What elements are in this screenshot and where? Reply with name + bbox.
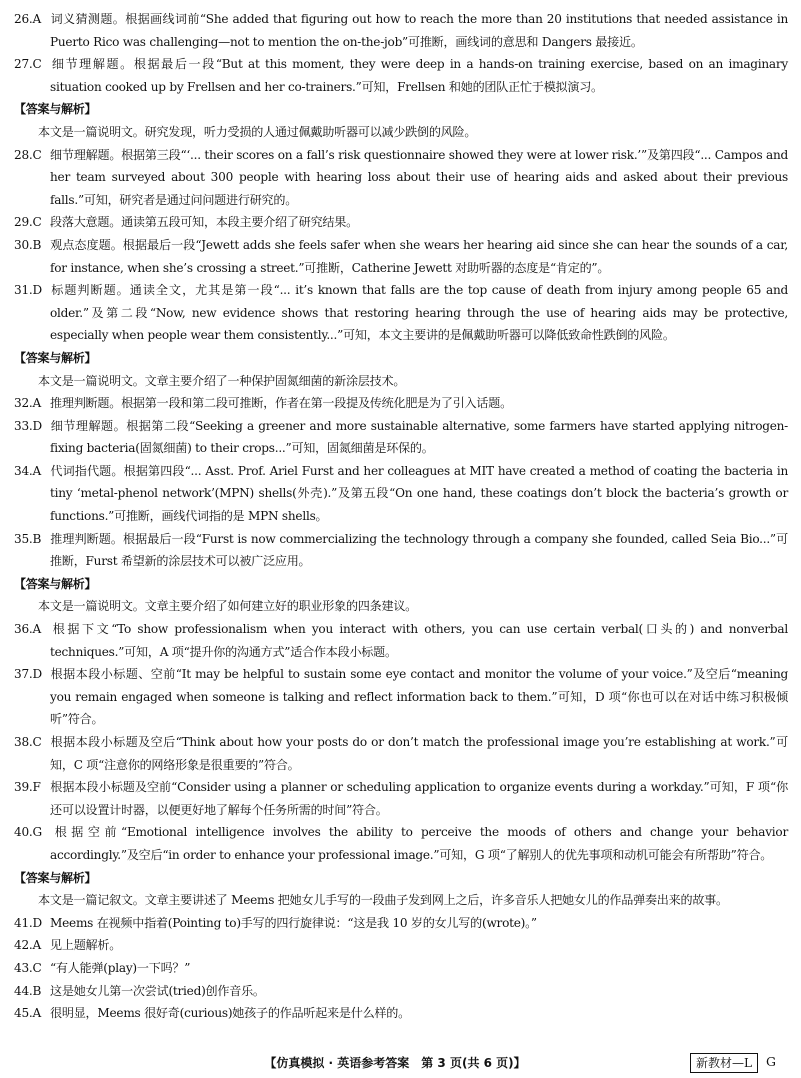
- answer-explanation: 代词指代题。根据第四段“... Asst. Prof. Ariel Furst and her colleagues at MIT have created a method of coating the bacteria in tiny ‘metal-phenol network’(MPN) shells(外壳).”及第五段“On one hand, these coatings don’t block the bacteria’s growth or functions.”可推断，画线代词指的是 MPN shells。: [50, 463, 788, 524]
- answer-explanation: 根据空前“Emotional intelligence involves the ability to perceive the moods of others and change your behavior accordingly.”及空后“in order to enhance your professional image.”可知，G 项“了解别人的优先事项和动机可能会有所帮助”符合。: [50, 825, 788, 862]
- answer-number: 45.A: [14, 1006, 41, 1021]
- answer-explanation: 标题判断题。通读全文，尤其是第一段“... it’s known that falls are the top cause of death from injury among people 65 and older.”及第二段“Now, new evidence shows that restoring hearing through the use of hearing aids may be protective, especially when people wear them consistently...”可知，本文主要讲的是佩戴助听器可以降低致命性跌倒的风险。: [50, 283, 788, 343]
- answer-number: 35.B: [14, 531, 42, 546]
- footer-title: 【仿真模拟 · 英语参考答案 第 3 页(共 6 页)】: [264, 1056, 526, 1070]
- answer-explanation: 根据下文“To show professionalism when you interact with others, you can use certain verbal(口头的) and nonverbal techniques.”可知，A 项“提升你的沟通方式”适合作本段小标题。: [50, 622, 788, 659]
- answer-item: [14, 528, 788, 573]
- answer-number: 41.D: [14, 915, 42, 930]
- answer-item: [14, 460, 788, 528]
- answer-number: 37.D: [14, 667, 42, 682]
- answer-number: 27.C: [14, 57, 42, 72]
- answer-item: [14, 731, 788, 776]
- answer-item: [14, 663, 788, 731]
- section-heading: 【答案与解析】: [14, 870, 97, 885]
- answer-explanation: 细节理解题。根据第三段“‘... their scores on a fall’s risk questionnaire showed they were at lower risk.’”及第四段“... Campos and her team surveyed about 300 people with hearing loss about their use of hearing aids and asked about their previous falls.”可知，研究者是通过问问题进行研究的。: [50, 147, 788, 207]
- passage-summary: 本文是一篇说明文。文章主要介绍了如何建立好的职业形象的四条建议。: [38, 599, 418, 614]
- answer-number: 42.A: [14, 938, 41, 953]
- answer-content: [14, 8, 788, 1025]
- answer-explanation: 段落大意题。通读第五段可知，本段主要介绍了研究结果。: [50, 215, 358, 230]
- answer-number: 43.C: [14, 960, 42, 975]
- answer-explanation: 推理判断题。根据最后一段“Furst is now commercializing the technology through a company she founded, called Seia Bio...”可推断，Furst 希望新的涂层技术可以被广泛应用。: [50, 531, 788, 569]
- answer-item: [14, 1002, 788, 1025]
- answer-item: [14, 618, 788, 663]
- answer-explanation: Meems 在视频中指着(Pointing to)手写的四行旋律说：“这是我 10 岁的女儿写的(wrote)。”: [50, 915, 537, 930]
- answer-explanation: “有人能弹(play)一下吗？”: [50, 960, 191, 975]
- answer-explanation: 推理判断题。根据第一段和第二段可推断，作者在第一段提及传统化肥是为了引入话题。: [50, 396, 512, 411]
- answer-explanation: 根据本段小标题、空前“It may be helpful to sustain some eye contact and monitor the volume of your voice.”及空后“meaning you remain engaged when someone is talking and reflect information back to them.”可知，D 项“你也可以在对话中练习积极倾听”符合。: [50, 667, 788, 727]
- answer-item: [14, 234, 788, 279]
- answer-number: 32.A: [14, 396, 41, 411]
- answer-explanation: 这是她女儿第一次尝试(tried)创作音乐。: [50, 983, 265, 998]
- answer-number: 29.C: [14, 215, 42, 230]
- answer-explanation: 细节理解题。根据第二段“Seeking a greener and more sustainable alternative, some farmers have started applying nitrogen-fixing bacteria(固氮细菌) to their crops...”可知，固氮细菌是环保的。: [50, 418, 788, 456]
- answer-number: 33.D: [14, 418, 42, 433]
- answer-number: 28.C: [14, 147, 42, 162]
- answer-item: [14, 392, 788, 415]
- answer-item: [14, 776, 788, 821]
- answer-item: [14, 279, 788, 347]
- answer-explanation: 根据本段小标题及空后“Think about how your posts do or don’t match the professional image you’re establishing at work.”可知，C 项“注意你的网络形象是很重要的”符合。: [50, 735, 788, 772]
- answer-number: 34.A: [14, 463, 41, 478]
- answer-item: [14, 934, 788, 957]
- answer-explanation: 见上题解析。: [50, 938, 122, 953]
- passage-summary: 本文是一篇说明文。文章主要介绍了一种保护固氮细菌的新涂层技术。: [38, 373, 406, 388]
- answer-explanation: 很明显，Meems 很好奇(curious)她孩子的作品听起来是什么样的。: [50, 1006, 410, 1021]
- answer-explanation: 细节理解题。根据最后一段“But at this moment, they were deep in a hands-on training exercise, based on an imaginary situation cooked up by Frellsen and her co-trainers.”可知，Frellsen 和她的团队正忙于模拟演习。: [50, 57, 788, 94]
- answer-explanation: 观点态度题。根据最后一段“Jewett adds she feels safer when she wears her hearing aid since she can hear the sounds of a car, for instance, when she’s crossing a street.”可推断，Catherine Jewett 对助听器的态度是“肯定的”。: [50, 237, 788, 275]
- answer-item: [14, 980, 788, 1003]
- answer-item: [14, 957, 788, 980]
- answer-number: 31.D: [14, 283, 42, 298]
- answer-number: 39.F: [14, 780, 41, 795]
- section-heading: 【答案与解析】: [14, 576, 97, 591]
- passage-summary: 本文是一篇记叙文。文章主要讲述了 Meems 把她女儿手写的一段曲子发到网上之后，许多音乐人把她女儿的作品弹奏出来的故事。: [38, 893, 728, 908]
- answer-number: 38.C: [14, 735, 42, 749]
- answer-item: [14, 8, 788, 53]
- answer-number: 40.G: [14, 825, 42, 840]
- answer-item: [14, 53, 788, 98]
- answer-explanation: 词义猜测题。根据画线词前“She added that figuring out how to reach the more than 20 institutions that needed assistance in Puerto Rico was challenging—not to mention the on-the-job”可推断，画线词的意思和 Dangers 最接近。: [50, 12, 788, 49]
- answer-number: 30.B: [14, 237, 42, 252]
- answer-item: [14, 415, 788, 460]
- section-heading: 【答案与解析】: [14, 102, 97, 117]
- answer-explanation: 根据本段小标题及空前“Consider using a planner or scheduling application to organize events during a workday.”可知，F 项“你还可以设置计时器，以便更好地了解每个任务所需的时间”符合。: [50, 780, 788, 817]
- version-letter: G: [766, 1054, 776, 1069]
- passage-summary: 本文是一篇说明文。研究发现，听力受损的人通过佩戴助听器可以减少跌倒的风险。: [38, 124, 477, 139]
- page-footer: [0, 1052, 801, 1074]
- answer-item: [14, 821, 788, 866]
- answer-number: 44.B: [14, 983, 42, 998]
- edition-tag: 新教材—L: [690, 1053, 758, 1073]
- answer-number: 26.A: [14, 12, 41, 26]
- answer-item: [14, 211, 788, 234]
- answer-item: [14, 912, 788, 935]
- section-heading: 【答案与解析】: [14, 350, 97, 365]
- answer-number: 36.A: [14, 622, 41, 637]
- answer-item: [14, 144, 788, 212]
